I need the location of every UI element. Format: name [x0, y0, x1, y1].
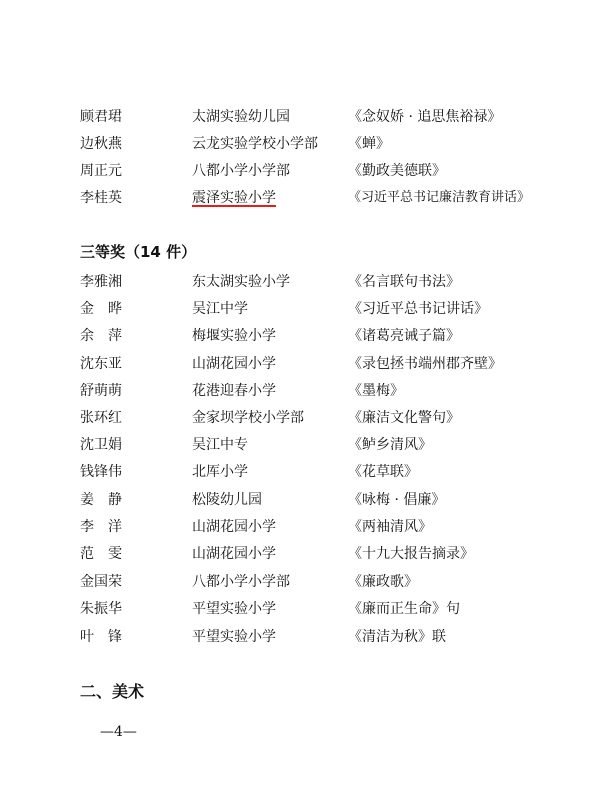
entry-school: 花港迎春小学 — [192, 383, 276, 399]
entry-work: 《鲈乡清风》 — [348, 437, 432, 453]
entry-name: 余 萍 — [80, 328, 122, 344]
entry-name: 舒萌萌 — [80, 383, 122, 399]
entry-school: 平望实验小学 — [192, 629, 276, 645]
entry-school: 山湖花园小学 — [192, 519, 276, 535]
entry-school: 山湖花园小学 — [192, 356, 276, 372]
entry-school: 北厍小学 — [192, 464, 248, 480]
entry-name: 姜 静 — [80, 492, 122, 508]
page-number: —4— — [100, 724, 137, 740]
table-row — [0, 132, 600, 156]
table-row — [0, 324, 600, 348]
entry-work: 《诸葛亮诫子篇》 — [348, 328, 460, 344]
entry-work: 《墨梅》 — [348, 383, 404, 399]
table-row — [0, 297, 600, 321]
entry-name: 沈东亚 — [80, 356, 122, 372]
entry-work: 《花草联》 — [348, 464, 418, 480]
entry-name: 顾君珺 — [80, 109, 122, 125]
entry-name: 叶 锋 — [80, 629, 122, 645]
entry-name: 李桂英 — [80, 190, 122, 206]
table-row — [0, 352, 600, 376]
table-row — [0, 460, 600, 484]
entry-school: 山湖花园小学 — [192, 546, 276, 562]
entry-work: 《名言联句书法》 — [348, 274, 460, 290]
table-row — [0, 597, 600, 621]
entry-work: 《十九大报告摘录》 — [348, 546, 474, 562]
table-row — [0, 270, 600, 294]
entry-name: 李 洋 — [80, 519, 122, 535]
entry-work: 《两袖清风》 — [348, 519, 432, 535]
table-row — [0, 433, 600, 457]
entry-school: 东太湖实验小学 — [192, 274, 290, 290]
table-row — [0, 570, 600, 594]
entry-school: 吴江中学 — [192, 301, 248, 317]
entry-work: 《廉而正生命》句 — [348, 601, 460, 617]
third-prize-heading: 三等奖（14 件） — [80, 243, 197, 261]
table-row — [0, 159, 600, 183]
table-row — [0, 542, 600, 566]
table-row — [0, 105, 600, 129]
entry-name: 沈卫娟 — [80, 437, 122, 453]
table-row — [0, 488, 600, 512]
entry-work: 《习近平总书记廉洁教育讲话》 — [348, 190, 531, 205]
entry-school: 太湖实验幼儿园 — [192, 109, 290, 125]
entry-work: 《清洁为秋》联 — [348, 629, 446, 645]
table-row — [0, 515, 600, 539]
entry-school: 平望实验小学 — [192, 601, 276, 617]
entry-work: 《录包拯书端州郡齐壁》 — [348, 356, 502, 372]
entry-name: 朱振华 — [80, 601, 122, 617]
entry-school: 吴江中专 — [192, 437, 248, 453]
entry-school: 松陵幼儿园 — [192, 492, 262, 508]
entry-name: 张环红 — [80, 410, 122, 426]
entry-work: 《咏梅 · 倡廉》 — [348, 492, 446, 508]
section-heading: 二、美术 — [80, 682, 145, 701]
table-row — [0, 625, 600, 649]
entry-school: 金家坝学校小学部 — [192, 410, 304, 426]
entry-work: 《廉政歌》 — [348, 574, 418, 590]
table-row — [0, 186, 600, 210]
entry-work: 《念奴娇 · 追思焦裕禄》 — [348, 109, 502, 125]
entry-name: 钱锋伟 — [80, 464, 122, 480]
entry-school: 梅堰实验小学 — [192, 328, 276, 344]
entry-work: 《习近平总书记讲话》 — [348, 301, 488, 317]
entry-name: 金国荣 — [80, 574, 122, 590]
entry-work: 《勤政美德联》 — [348, 163, 446, 179]
entry-name: 周正元 — [80, 163, 122, 179]
entry-name: 范 雯 — [80, 546, 122, 562]
entry-school: 八都小学小学部 — [192, 163, 290, 179]
entry-school: 云龙实验学校小学部 — [192, 136, 318, 152]
table-row — [0, 406, 600, 430]
entry-name: 边秋燕 — [80, 136, 122, 152]
entry-school: 震泽实验小学 — [192, 190, 276, 206]
entry-name: 金 晔 — [80, 301, 122, 317]
entry-work: 《蝉》 — [348, 136, 390, 152]
entry-work: 《廉洁文化警句》 — [348, 410, 460, 426]
entry-school: 八都小学小学部 — [192, 574, 290, 590]
entry-name: 李雅湘 — [80, 274, 122, 290]
table-row — [0, 379, 600, 403]
